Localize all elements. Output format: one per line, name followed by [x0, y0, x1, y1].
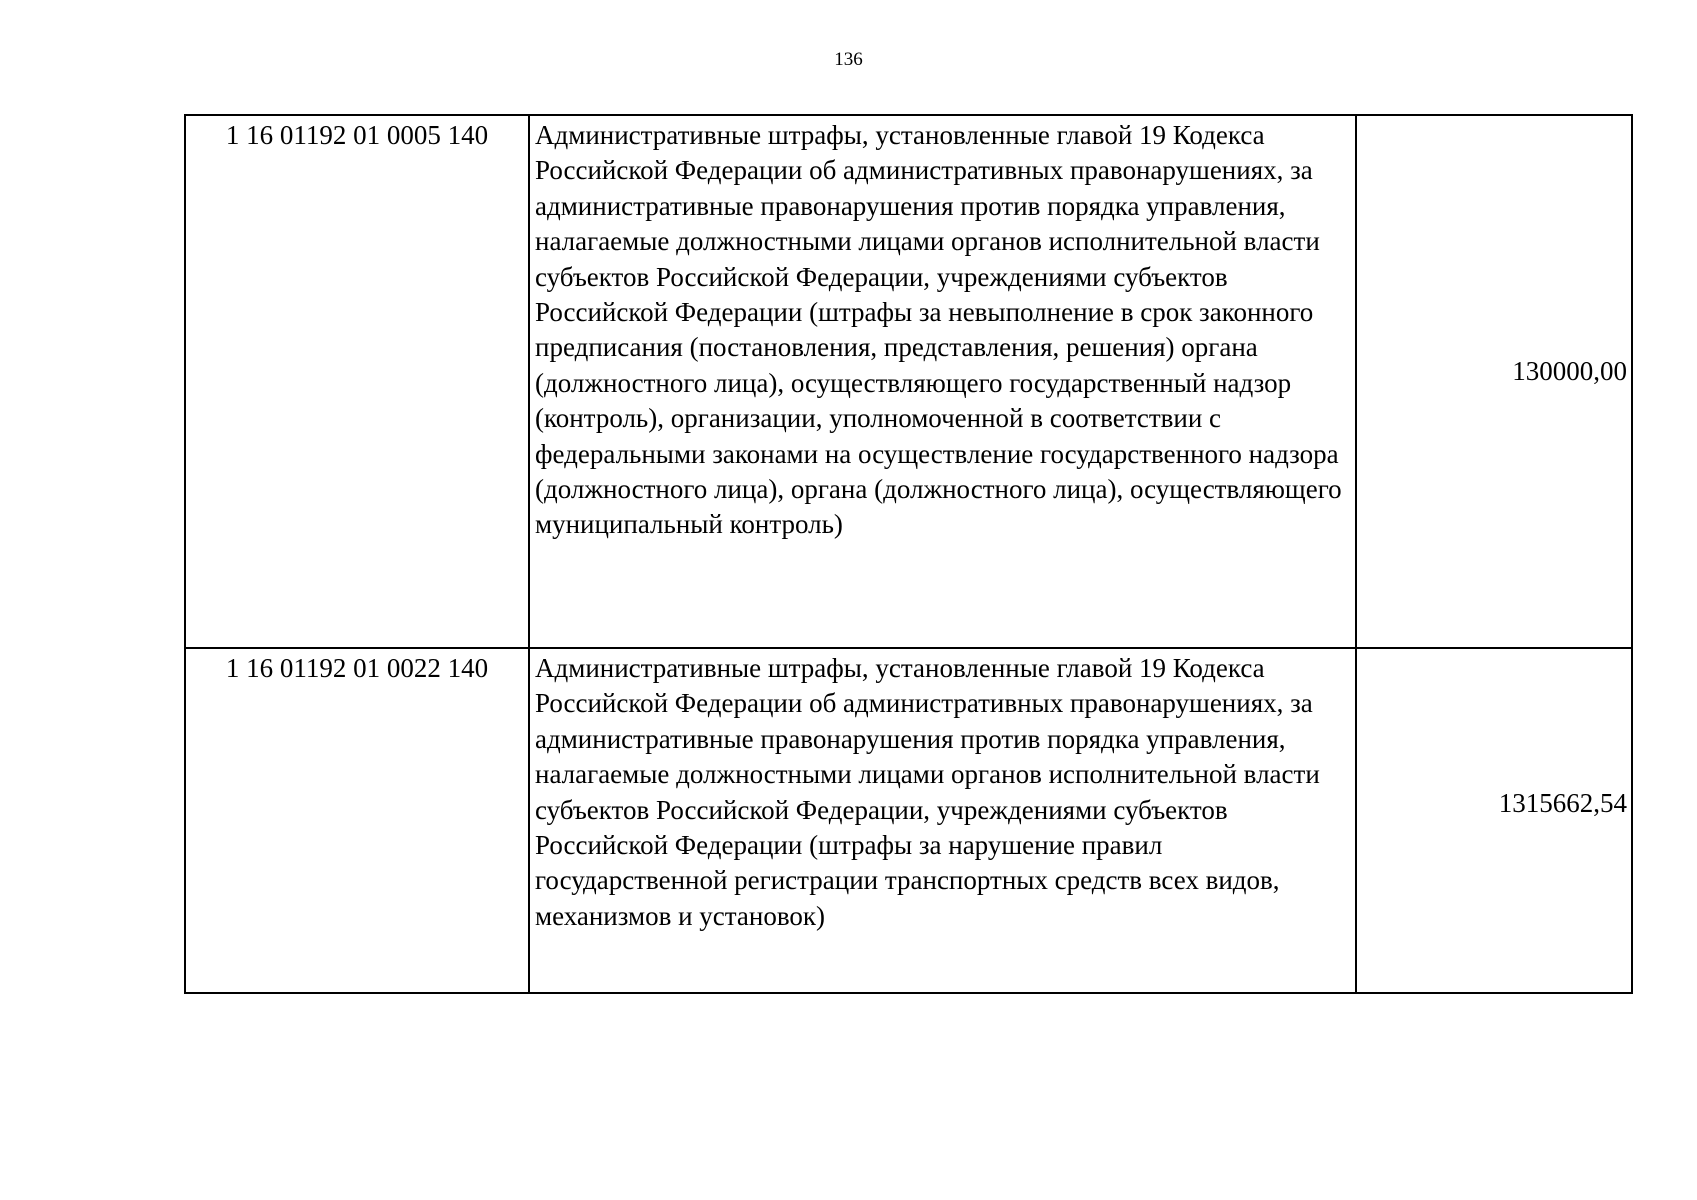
amount-value: 130000,00	[1356, 115, 1632, 648]
budget-classification-code: 1 16 01192 01 0022 140	[185, 648, 529, 993]
revenue-description: Административные штрафы, установленные главой 19 Кодекса Российской Федерации об административных правонарушениях, за административные правонарушения против порядка управления, налагаемые должностными лицами органов исполнительной власти субъектов Российской Федерации, учреждениями субъектов Российской Федерации (штрафы за невыполнение в срок законного предписания (постановления, представления, решения) органа (должностного лица), осуществляющего государственный надзор (контроль), организации, уполномоченной в соответствии с федеральными законами на осуществление государственного надзора (должностного лица), органа (должностного лица), осуществляющего муниципальный контроль)	[529, 115, 1356, 648]
budget-classification-code: 1 16 01192 01 0005 140	[185, 115, 529, 648]
revenue-description: Административные штрафы, установленные главой 19 Кодекса Российской Федерации об административных правонарушениях, за административные правонарушения против порядка управления, налагаемые должностными лицами органов исполнительной власти субъектов Российской Федерации, учреждениями субъектов Российской Федерации (штрафы за нарушение правил государственной регистрации транспортных средств всех видов, механизмов и установок)	[529, 648, 1356, 993]
amount-value: 1315662,54	[1356, 648, 1632, 993]
table-row	[185, 115, 1632, 648]
budget-table	[184, 114, 1633, 994]
page-number: 136	[834, 49, 863, 70]
table-row	[185, 648, 1632, 993]
